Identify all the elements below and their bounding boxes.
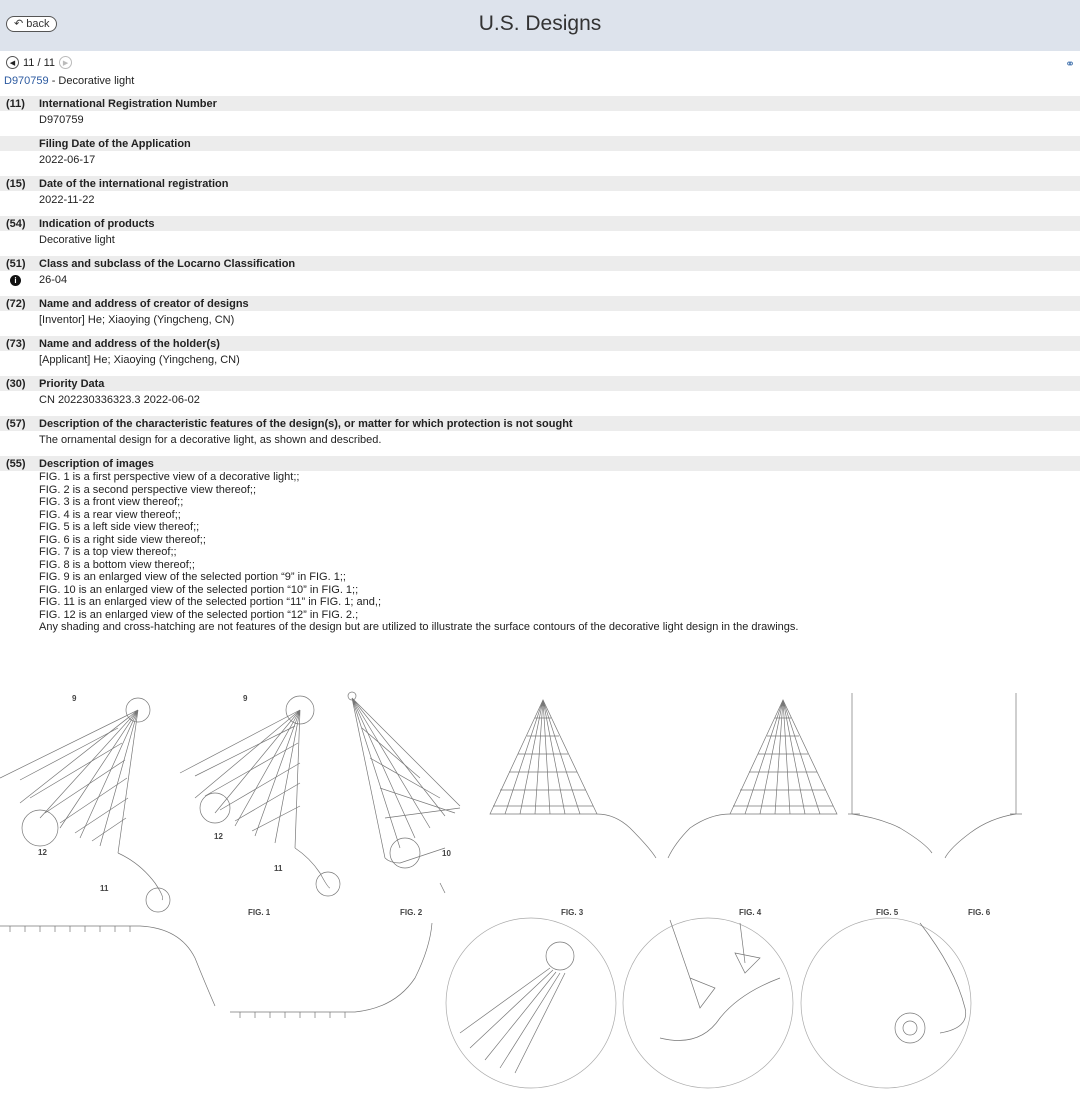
field-row [0, 376, 1080, 416]
field-code: (72) [6, 297, 26, 310]
field-value: D970759 [39, 114, 84, 126]
field-row [0, 216, 1080, 256]
callout-number: 12 [38, 848, 47, 857]
image-description-line: FIG. 1 is a first perspective view of a decorative light;; [39, 471, 300, 483]
field-value: 2022-11-22 [39, 194, 95, 206]
images-section [0, 456, 1080, 634]
field-value: 26-04 [39, 274, 68, 286]
field-label: Name and address of the holder(s) [39, 337, 220, 350]
callout-number: 9 [72, 694, 77, 703]
image-description-line: FIG. 4 is a rear view thereof;; [39, 508, 181, 521]
pager-text: 11 / 11 [23, 56, 56, 69]
drawings-svg [0, 688, 1080, 1117]
image-description-list [0, 471, 1080, 634]
image-description-line: FIG. 5 is a left side view thereof;; [39, 521, 200, 533]
field-row [0, 296, 1080, 336]
field-value: The ornamental design for a decorative light, as shown and described. [39, 434, 382, 446]
field-label: Name and address of creator of designs [39, 297, 249, 310]
image-description-line: FIG. 3 is a front view thereof;; [39, 496, 184, 508]
field-label: Date of the international registration [39, 177, 229, 190]
image-description-line: FIG. 8 is a bottom view thereof;; [39, 558, 195, 571]
info-icon[interactable]: i [10, 275, 21, 286]
fig10-detail-drawing [623, 918, 793, 1088]
image-description-line: FIG. 7 is a top view thereof;; [39, 546, 177, 558]
field-label: Description of the characteristic features of the design(s), or matter for which protection is not sought [39, 417, 573, 430]
field-code: (55) [6, 457, 26, 470]
field-value: [Inventor] He; Xiaoying (Yingcheng, CN) [39, 314, 235, 326]
field-code: (30) [6, 377, 26, 390]
record-subtitle [4, 75, 134, 87]
fig-label: FIG. 3 [561, 908, 584, 917]
fig2-drawing [180, 696, 340, 896]
callout-number: 11 [274, 864, 283, 873]
image-description-line: Any shading and cross-hatching are not features of the design but are utilized to illustrate the surface contours of the decorative light design in the drawings. [39, 621, 799, 633]
fig6-drawing [848, 693, 1022, 858]
image-description-line: FIG. 2 is a second perspective view thereof;; [39, 483, 257, 496]
fig4-drawing [490, 700, 656, 858]
field-label: Class and subclass of the Locarno Classification [39, 257, 296, 270]
fig7-drawing [0, 923, 432, 1018]
header-bar [0, 0, 1080, 51]
field-value: 2022-06-17 [39, 154, 96, 166]
image-description-line: FIG. 11 is an enlarged view of the selected portion “11” in FIG. 1; and,; [39, 596, 381, 608]
fig5-drawing [668, 700, 837, 858]
fig9-detail-drawing [446, 918, 616, 1088]
field-row [0, 256, 1080, 296]
field-value: [Applicant] He; Xiaoying (Yingcheng, CN) [39, 354, 240, 366]
field-label: Indication of products [39, 217, 155, 230]
field-code: (73) [6, 337, 26, 350]
image-description-line: FIG. 10 is an enlarged view of the selected portion “10” in FIG. 1;; [39, 583, 359, 596]
fig-label: FIG. 5 [876, 908, 899, 917]
field-row [0, 176, 1080, 216]
field-row [0, 416, 1080, 456]
back-label: back [26, 18, 50, 30]
record-number-link[interactable]: D970759 [4, 75, 49, 87]
field-label: Priority Data [39, 377, 105, 390]
fig-label: FIG. 4 [739, 908, 762, 917]
field-row [0, 96, 1080, 136]
fig11-detail-drawing [801, 918, 971, 1088]
page-title: U.S. Designs [478, 12, 602, 35]
fig-label: FIG. 1 [248, 908, 271, 917]
link-icon[interactable]: ⚭ [1064, 57, 1075, 71]
field-code: (15) [6, 177, 26, 190]
field-value-row [0, 271, 1080, 289]
next-circle-icon[interactable]: ▶ [59, 56, 72, 69]
fig1-drawing [0, 698, 170, 912]
field-value: CN 202230336323.3 2022-06-02 [39, 394, 200, 406]
pager [6, 55, 72, 70]
callout-number: 10 [442, 849, 451, 858]
fig-label: FIG. 2 [400, 908, 423, 917]
field-list [0, 96, 1080, 634]
field-value: Decorative light [39, 234, 115, 246]
field-row [0, 136, 1080, 176]
back-arrow-icon: ↶ [14, 18, 24, 30]
image-description-line: FIG. 12 is an enlarged view of the selected portion “12” in FIG. 2.; [39, 608, 359, 621]
image-description-line: FIG. 9 is an enlarged view of the selected portion “9” in FIG. 1;; [39, 571, 346, 583]
field-code: (11) [6, 97, 25, 110]
callout-number: 9 [243, 694, 248, 703]
image-description-line: FIG. 6 is a right side view thereof;; [39, 533, 206, 546]
field-label: International Registration Number [39, 97, 217, 110]
fig-label: FIG. 6 [968, 908, 991, 917]
design-drawings [0, 688, 1080, 1117]
field-label: Filing Date of the Application [39, 137, 191, 150]
record-title-suffix: - Decorative light [48, 75, 135, 87]
field-code: (57) [6, 417, 26, 430]
field-label: Description of images [39, 457, 154, 470]
fig3-drawing [348, 692, 460, 893]
field-code: (51) [6, 257, 26, 270]
callout-number: 11 [100, 884, 109, 893]
callout-number: 12 [214, 832, 223, 841]
prev-circle-icon[interactable]: ◀ [6, 56, 19, 69]
field-code: (54) [6, 217, 26, 230]
field-row [0, 336, 1080, 376]
